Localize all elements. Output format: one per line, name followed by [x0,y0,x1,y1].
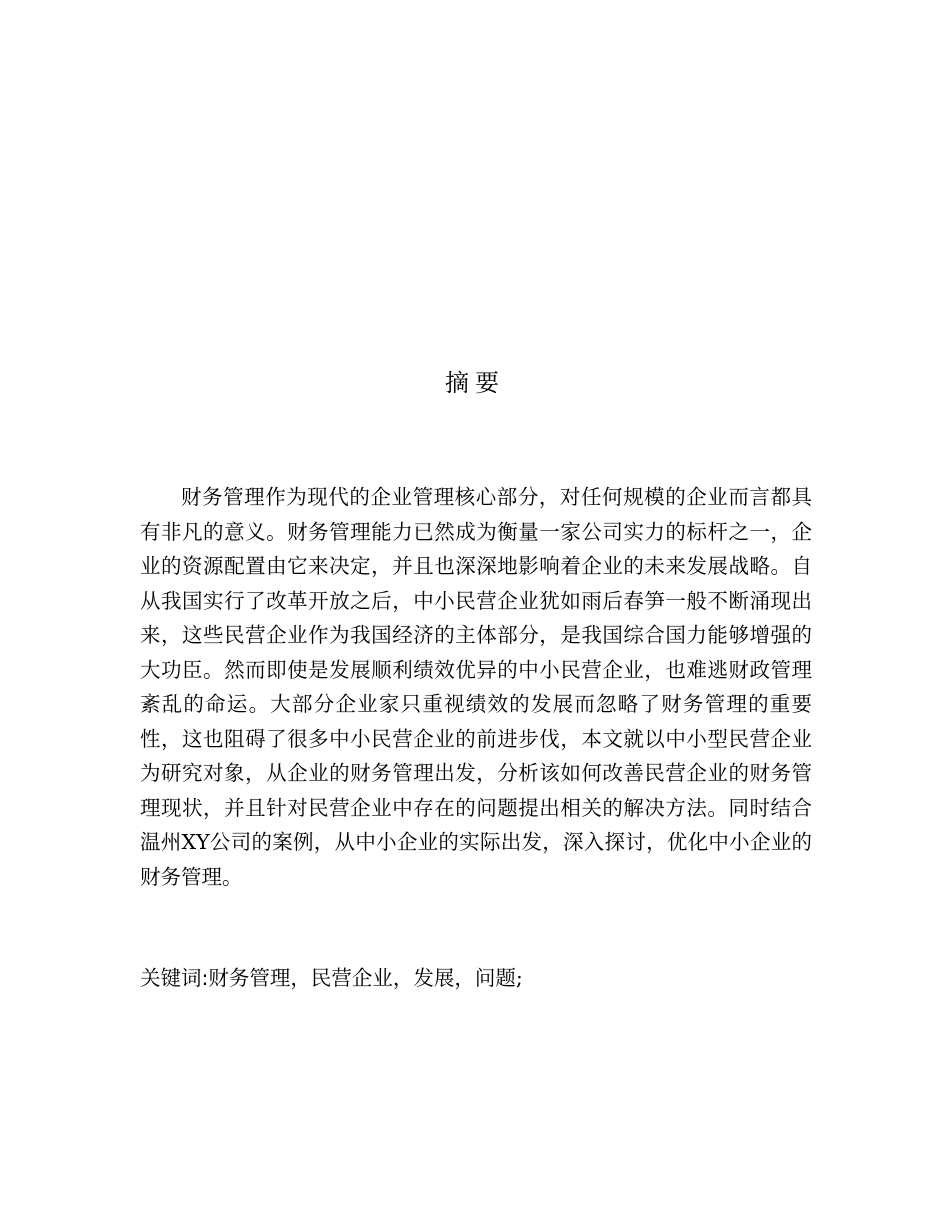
abstract-body: 财务管理作为现代的企业管理核心部分，对任何规模的企业而言都具有非凡的意义。财务管理能力已然成为衡量一家公司实力的标杆之一，企业的资源配置由它来决定，并且也深深地影响着企业的未来发展战略。自从我国实行了改革开放之后，中小民营企业犹如雨后春笋一般不断涌现出来，这些民营企业作为我国经济的主体部分，是我国综合国力能够增强的大功臣。然而即使是发展顺利绩效优异的中小民营企业，也难逃财政管理紊乱的命运。大部分企业家只重视绩效的发展而忽略了财务管理的重要性，这也阻碍了很多中小民营企业的前进步伐，本文就以中小型民营企业为研究对象，从企业的财务管理出发，分析该如何改善民营企业的财务管理现状，并且针对民营企业中存在的问题提出相关的解决方法。同时结合温州XY公司的案例，从中小企业的实际出发，深入探讨，优化中小企业的财务管理。 [140,485,812,889]
abstract-title: 摘要 [445,369,505,397]
keywords-label: 关键词: [140,966,209,990]
keywords-value: 财务管理，民营企业，发展，问题; [208,966,523,990]
keywords-line [140,961,812,995]
